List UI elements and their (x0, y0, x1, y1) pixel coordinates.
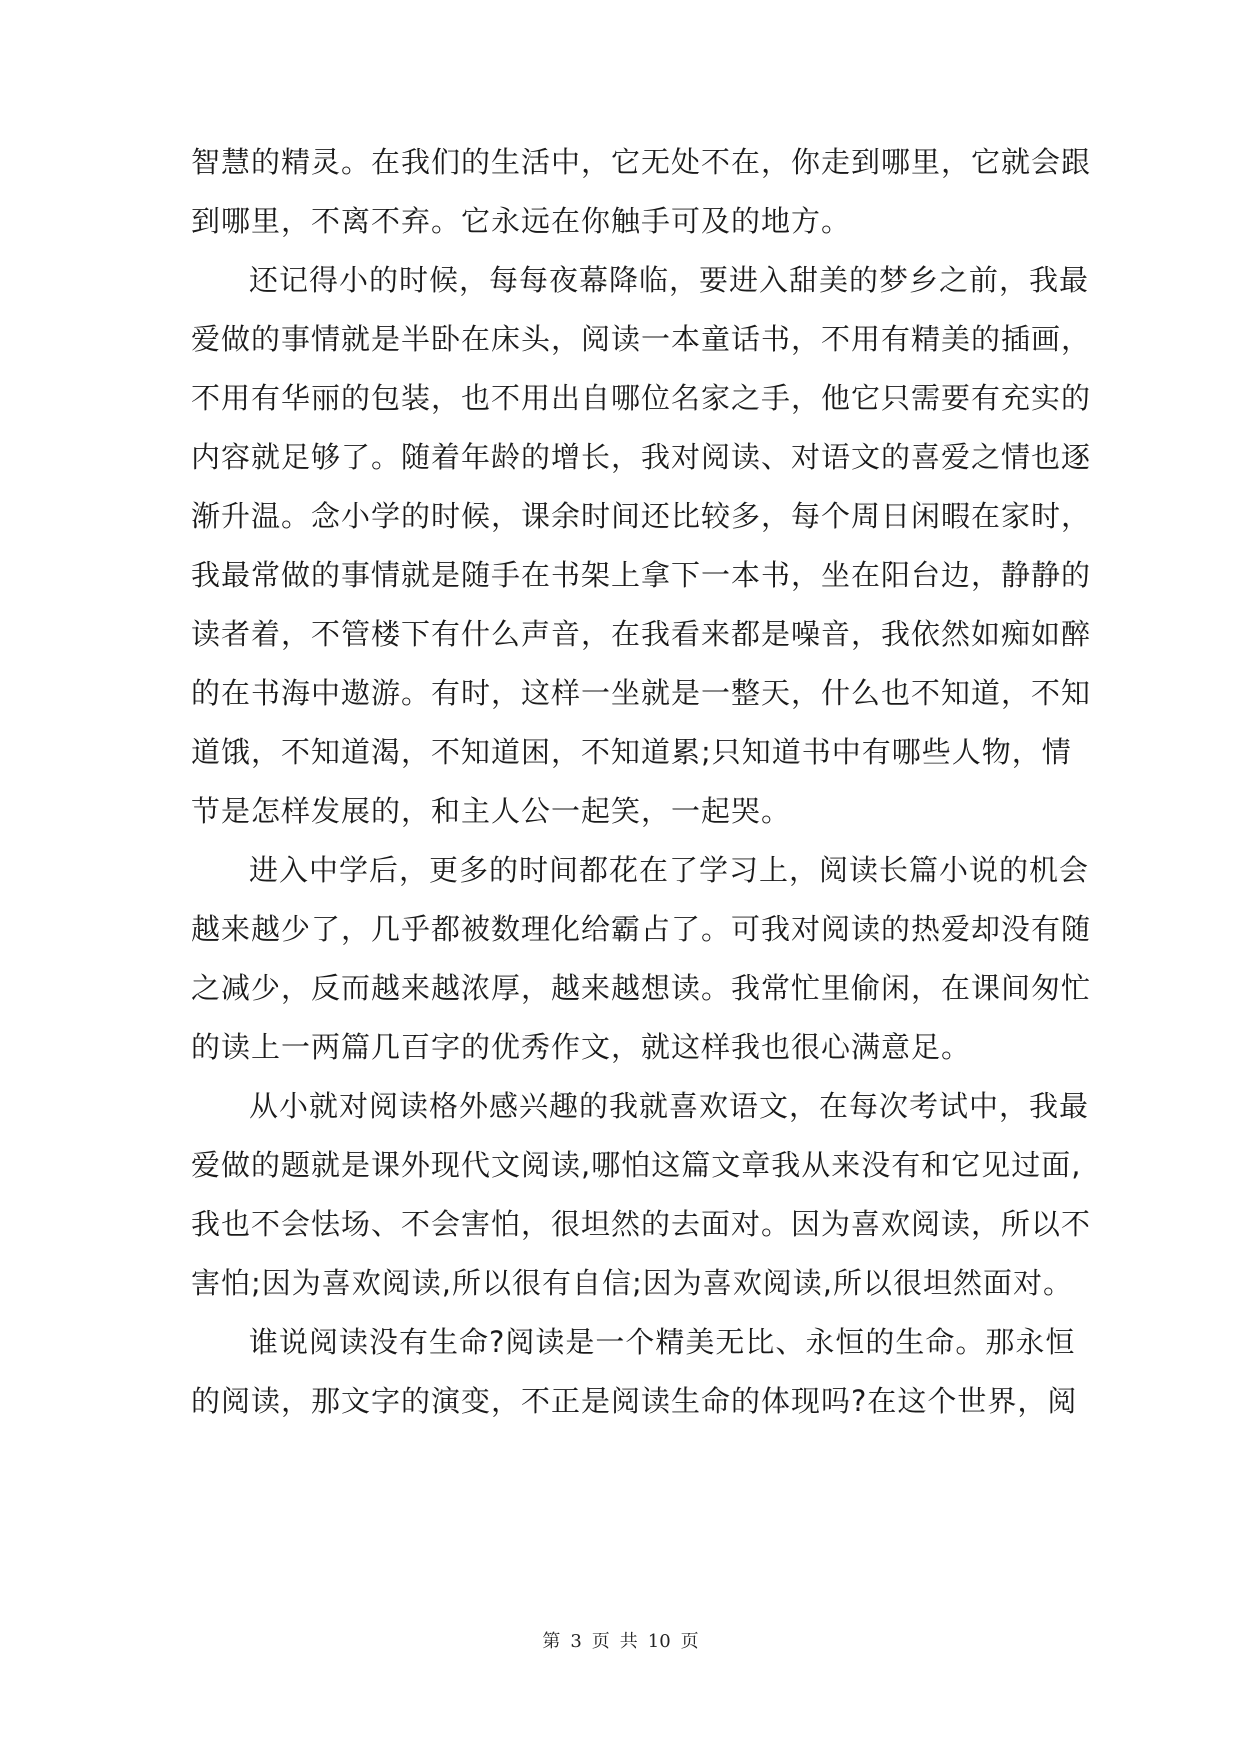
total-page-number: 10 (647, 1631, 671, 1652)
footer-prefix: 第 (542, 1631, 561, 1652)
text-line: 内容就足够了。随着年龄的增长，我对阅读、对语文的喜爱之情也逐 (191, 440, 1092, 474)
text-line: 道饿，不知道渴，不知道困，不知道累;只知道书中有哪些人物，情 (191, 735, 1072, 769)
paragraph-first-line: 谁说阅读没有生命?阅读是一个精美无比、永恒的生命。那永恒 (249, 1325, 1076, 1359)
text-line: 我最常做的事情就是随手在书架上拿下一本书，坐在阳台边，静静的 (191, 558, 1092, 592)
footer-suffix: 页 (680, 1631, 699, 1652)
paragraph-first-line: 从小就对阅读格外感兴趣的我就喜欢语文，在每次考试中，我最 (249, 1089, 1090, 1123)
text-line: 之减少，反而越来越浓厚，越来越想读。我常忙里偷闲，在课间匆忙 (191, 971, 1092, 1005)
footer-total-word: 共 (619, 1631, 638, 1652)
text-line: 越来越少了，几乎都被数理化给霸占了。可我对阅读的热爱却没有随 (191, 912, 1092, 946)
footer-page-word: 页 (591, 1631, 610, 1652)
text-line: 爱做的题就是课外现代文阅读,哪怕这篇文章我从来没有和它见过面, (191, 1148, 1082, 1182)
text-line: 节是怎样发展的，和主人公一起笑，一起哭。 (191, 794, 792, 828)
text-line: 智慧的精灵。在我们的生活中，它无处不在，你走到哪里，它就会跟 (191, 145, 1092, 179)
text-line: 到哪里，不离不弃。它永远在你触手可及的地方。 (191, 204, 852, 238)
text-line: 的读上一两篇几百字的优秀作文，就这样我也很心满意足。 (191, 1030, 972, 1064)
text-line: 的阅读，那文字的演变，不正是阅读生命的体现吗?在这个世界，阅 (191, 1384, 1078, 1418)
text-line: 读者着，不管楼下有什么声音，在我看来都是噪音，我依然如痴如醉 (191, 617, 1092, 651)
text-line: 渐升温。念小学的时候，课余时间还比较多，每个周日闲暇在家时， (191, 499, 1092, 533)
paragraph-first-line: 进入中学后，更多的时间都花在了学习上，阅读长篇小说的机会 (249, 853, 1090, 887)
paragraph-first-line: 还记得小的时候，每每夜幕降临，要进入甜美的梦乡之前，我最 (249, 263, 1090, 297)
text-line: 害怕;因为喜欢阅读,所以很有自信;因为喜欢阅读,所以很坦然面对。 (191, 1266, 1073, 1300)
text-line: 爱做的事情就是半卧在床头，阅读一本童话书，不用有精美的插画， (191, 322, 1092, 356)
text-line: 不用有华丽的包装，也不用出自哪位名家之手，他它只需要有充实的 (191, 381, 1092, 415)
text-line: 的在书海中遨游。有时，这样一坐就是一整天，什么也不知道，不知 (191, 676, 1092, 710)
current-page-number: 3 (570, 1631, 582, 1652)
page-footer (0, 1630, 1241, 1654)
text-line: 我也不会怯场、不会害怕，很坦然的去面对。因为喜欢阅读，所以不 (191, 1207, 1092, 1241)
